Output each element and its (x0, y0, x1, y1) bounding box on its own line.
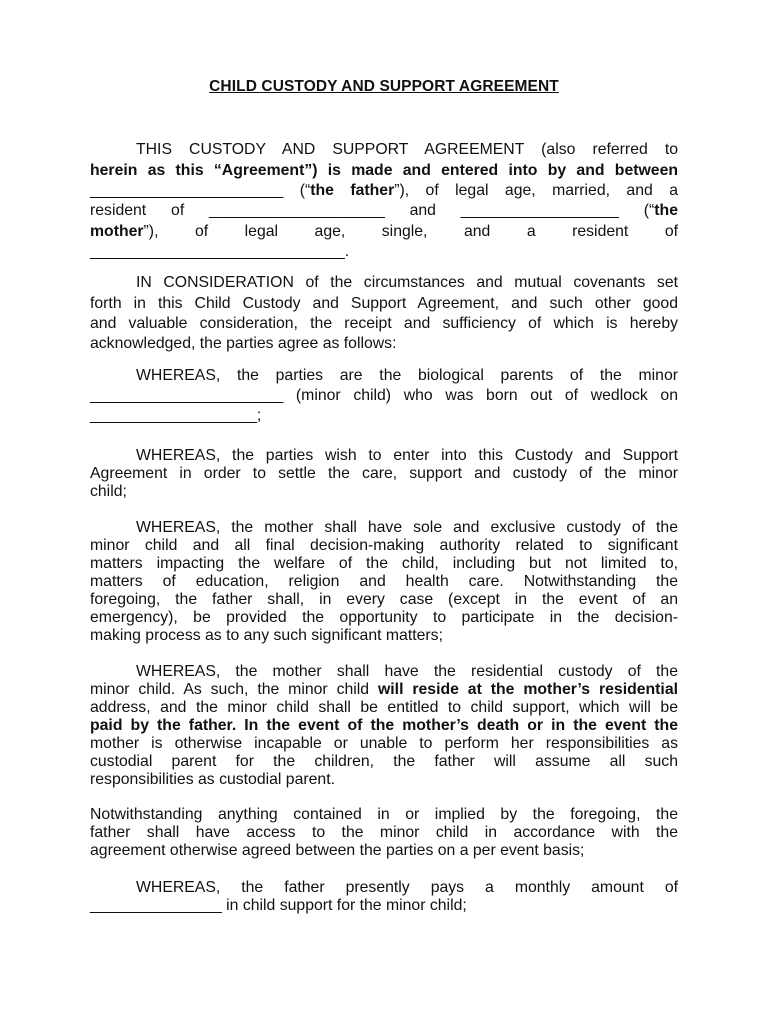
p1-line-5-b: ”), of legal age, single, and a resident of (143, 223, 678, 240)
p1-line-3 (90, 181, 678, 201)
p5-line-3: matters impacting the welfare of the child, including but not limited to, (90, 555, 678, 572)
p3-line-2: ______________________ (minor child) who was born out of wedlock on (90, 387, 678, 404)
p6-line-2-b: will reside at the mother’s residential (378, 681, 678, 698)
p5-line-5: foregoing, the father shall, in every case (except in the event of an (90, 591, 678, 608)
p6-line-2-a: minor child. As such, the minor child (90, 681, 378, 698)
p1-line-1: THIS CUSTODY AND SUPPORT AGREEMENT (also referred to (136, 141, 678, 158)
p4-line-1: WHEREAS, the parties wish to enter into this Custody and Support (136, 447, 678, 464)
p5-line-7: making process as to any such significant matters; (90, 627, 443, 644)
p1-line-3-b: the father (310, 182, 395, 199)
p6-line-5: mother is otherwise incapable or unable to perform her responsibilities as (90, 735, 678, 752)
p2-line-1: IN CONSIDERATION of the circumstances and mutual covenants set (136, 274, 678, 291)
p2-line-3: and valuable consideration, the receipt and sufficiency of which is hereby (90, 315, 678, 332)
p7-line-2: father shall have access to the minor child in accordance with the (90, 824, 678, 841)
p7-line-3: agreement otherwise agreed between the parties on a per event basis; (90, 842, 585, 859)
p1-line-2: herein as this “Agreement”) is made and entered into by and between (90, 162, 678, 179)
p3-line-3: ___________________; (90, 407, 262, 424)
p2-line-2: forth in this Child Custody and Support Agreement, and such other good (90, 295, 678, 312)
p7-line-1: Notwithstanding anything contained in or implied by the foregoing, the (90, 806, 678, 823)
p6-line-1: WHEREAS, the mother shall have the residential custody of the (136, 663, 678, 680)
p1-line-3-a: ______________________ (“ (90, 182, 311, 199)
p5-line-4: matters of education, religion and health care. Notwithstanding the (90, 573, 678, 590)
p6-line-6: custodial parent for the children, the father will assume all such (90, 753, 678, 770)
p1-line-5 (90, 222, 678, 242)
p6-line-2 (90, 680, 678, 700)
p1-line-4 (90, 201, 678, 221)
p1-line-6: _____________________________. (90, 243, 350, 260)
p1-line-5-a: mother (90, 223, 144, 240)
p6-line-7: responsibilities as custodial parent. (90, 771, 335, 788)
document-title: CHILD CUSTODY AND SUPPORT AGREEMENT (209, 78, 559, 95)
p3-line-1: WHEREAS, the parties are the biological parents of the minor (136, 367, 678, 384)
p1-line-3-c: ”), of legal age, married, and a (394, 182, 678, 199)
p2-line-4: acknowledged, the parties agree as follows: (90, 335, 397, 352)
p8-line-2: _______________ in child support for the minor child; (90, 897, 467, 914)
p1-line-4-a: resident of ____________________ and __________________ (“ (90, 202, 655, 219)
p6-line-4: paid by the father. In the event of the mother’s death or in the event the (90, 717, 678, 734)
p8-line-1: WHEREAS, the father presently pays a monthly amount of (136, 879, 678, 896)
p6-line-3: address, and the minor child shall be entitled to child support, which will be (90, 699, 678, 716)
p4-line-3: child; (90, 483, 127, 500)
p5-line-6: emergency), be provided the opportunity to participate in the decision- (90, 609, 678, 626)
p4-line-2: Agreement in order to settle the care, support and custody of the minor (90, 465, 678, 482)
p5-line-2: minor child and all final decision-making authority related to significant (90, 537, 678, 554)
p5-line-1: WHEREAS, the mother shall have sole and exclusive custody of the (136, 519, 678, 536)
p1-line-4-b: the (654, 202, 678, 219)
